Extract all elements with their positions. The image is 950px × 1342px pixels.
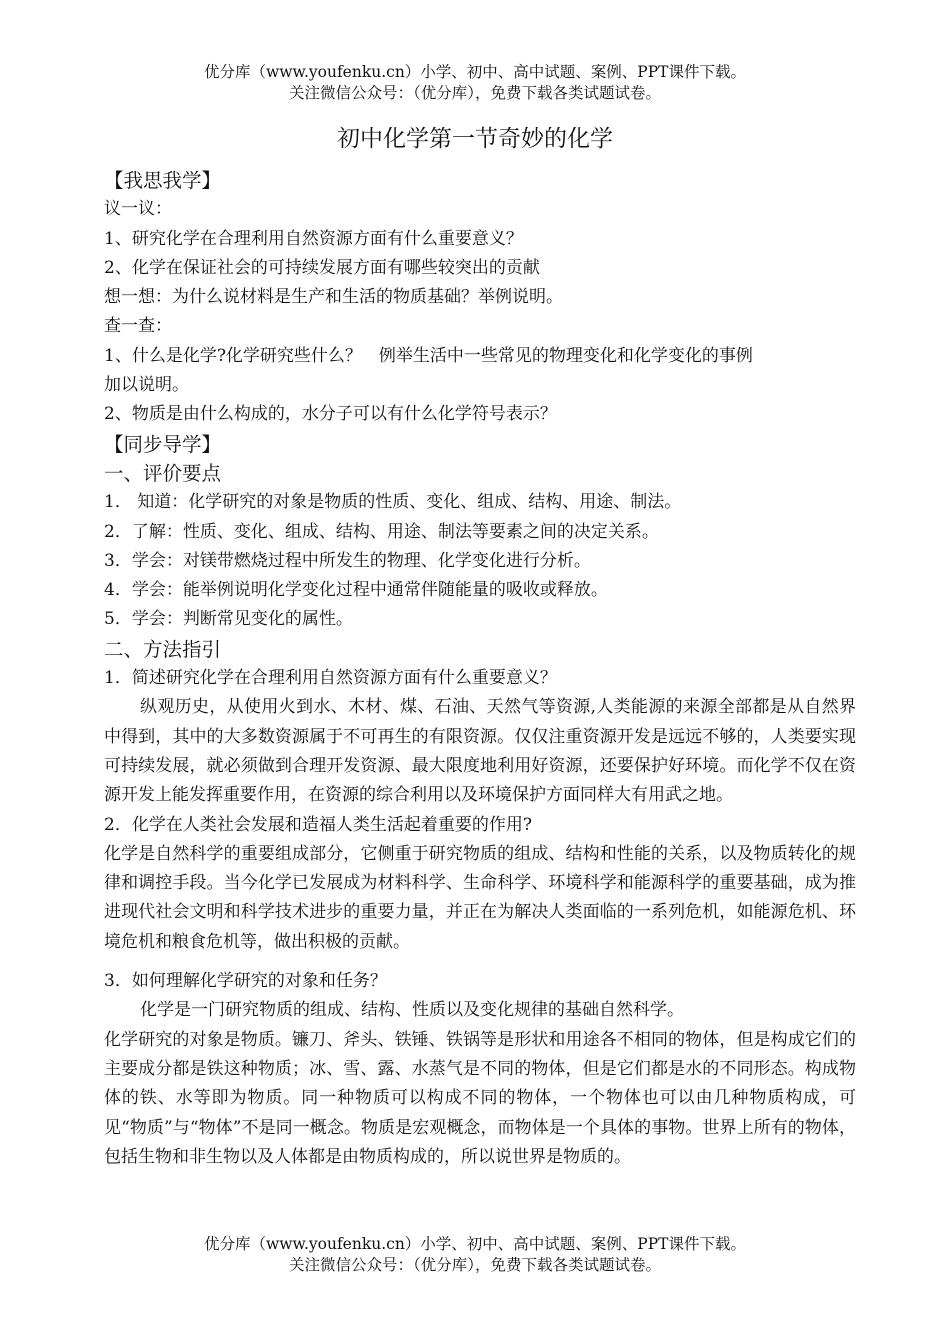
section-heading-think: 【我思我学】 [104,169,222,192]
footer-line-1: 优分库（www.youfenku.cn）小学、初中、高中试题、案例、PPT课件下载。 [203,1235,747,1253]
key-point-item: 5．学会：判断常见变化的属性。 [104,609,353,630]
method-paragraph: 化学是一门研究物质的组成、结构、性质以及变化规律的基础自然科学。 [140,1000,684,1021]
method-paragraph: 化学是自然科学的重要组成部分，它侧重于研究物质的组成、结构和性能的关系，以及物质转化的规律和调控手段。当今化学已发展成为材料科学、生命科学、环境科学和能源科学的重要基础，成为推进现代社会文明和科学技术进步的重要力量，并正在为解决人类面临的一系列危机，如能源危机、环境危机和粮食危机等，做出积极的贡献。 [104,843,856,952]
footer-line-2: 关注微信公众号：（优分库），免费下载各类试题试卷。 [288,1256,661,1274]
method-paragraph: 纵观历史，从使用火到水、木材、煤、石油、天然气等资源,人类能源的来源全部都是从自然界中得到，其中的大多数资源属于不可再生的有限资源。仅仅注重资源开发是远远不够的，人类要实现可持续发展，就必须做到合理开发资源、最大限度地利用好资源，还要保护好环境。而化学不仅在资源开发上能发挥重要作用，在资源的综合利用以及环境保护方面同样大有用武之地。 [104,697,856,806]
document-body [104,166,856,1172]
method-question: 3．如何理解化学研究的对象和任务？ [104,971,387,992]
question-line: 1、什么是化学?化学研究些什么？ 例举生活中一些常见的物理变化和化学变化的事例 [104,345,753,366]
section-heading-guide: 【同步导学】 [104,432,222,456]
method-paragraph: 化学研究的对象是物质。镰刀、斧头、铁锤、铁锅等是形状和用途各不相同的物体，但是构成它们的主要成分都是铁这种物质；冰、雪、露、水蒸气是不同的物体，但是它们都是水的不同形态。构成物体的铁、水等即为物质。同一种物质可以构成不同的物体，一个物体也可以由几种物质构成，可见“物质”与“物体”不是同一概念。物质是宏观概念，而物体是一个具体的事物。世界上所有的物体，包括生物和非生物以及人体都是由物质构成的，所以说世界是物质的。 [104,1029,856,1167]
question-line: 2、化学在保证社会的可持续发展方面有哪些较突出的贡献 [104,257,540,278]
spacer [104,957,856,967]
key-point-item: 1． 知道：化学研究的对象是物质的性质、变化、组成、结构、用途、制法。 [104,492,682,513]
question-line: 想一想：为什么说材料是生产和生活的物质基础？举例说明。 [104,287,563,308]
method-question: 1．简述研究化学在合理利用自然资源方面有什么重要意义？ [104,668,557,689]
key-point-item: 3．学会：对镁带燃烧过程中所发生的物理、化学变化进行分析。 [104,550,591,571]
method-question: 2．化学在人类社会发展和造福人类生活起着重要的作用? [104,814,532,835]
sub-heading-discuss: 议一议： [104,199,172,220]
header-line-1: 优分库（www.youfenku.cn）小学、初中、高中试题、案例、PPT课件下载。 [203,63,747,81]
page-footer [0,1234,950,1276]
sub-heading-lookup: 查一查： [104,316,172,337]
key-point-item: 4．学会：能举例说明化学变化过程中通常伴随能量的吸收或释放。 [104,580,608,601]
document-title: 初中化学第一节奇妙的化学 [337,126,613,152]
question-line: 加以说明。 [104,375,189,396]
page-header [0,62,950,104]
header-line-2: 关注微信公众号：（优分库），免费下载各类试题试卷。 [288,84,661,102]
question-line: 2、物质是由什么构成的，水分子可以有什么化学符号表示？ [104,404,557,425]
sub-heading-method: 二、方法指引 [104,637,222,661]
key-point-item: 2．了解：性质、变化、组成、结构、用途、制法等要素之间的决定关系。 [104,521,659,542]
sub-heading-key-points: 一、评价要点 [104,461,222,485]
question-line: 1、研究化学在合理利用自然资源方面有什么重要意义？ [104,228,523,249]
